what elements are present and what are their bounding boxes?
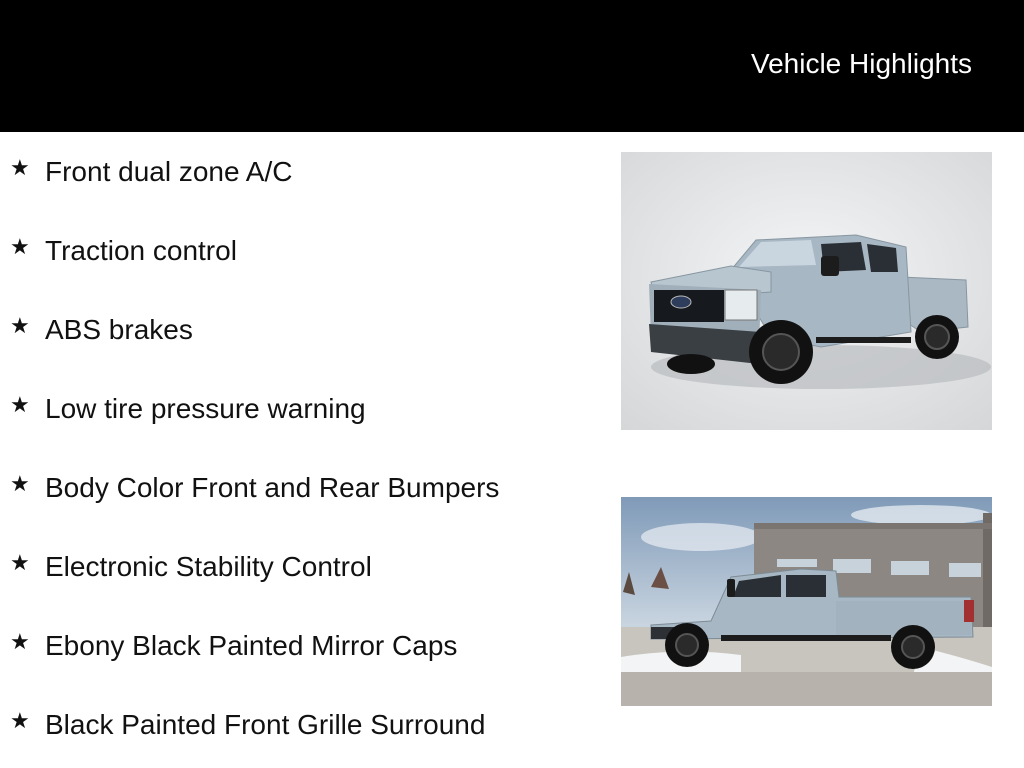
star-icon: ★ [10,155,30,180]
feature-item [0,468,499,508]
feature-item [0,310,193,350]
star-icon: ★ [10,313,30,338]
truck-front-illustration [621,152,992,430]
star-icon: ★ [10,550,30,575]
vehicle-photo-front [621,152,992,430]
header-banner [0,0,1024,132]
star-icon: ★ [10,708,30,733]
feature-label: Ebony Black Painted Mirror Caps [45,630,458,661]
feature-item [0,389,366,429]
feature-label: Front dual zone A/C [45,156,293,187]
star-icon: ★ [10,392,30,417]
feature-label: Low tire pressure warning [45,393,366,424]
feature-item [0,152,292,192]
feature-item [0,547,372,587]
star-icon: ★ [10,234,30,259]
feature-label: ABS brakes [45,314,193,345]
feature-label: Body Color Front and Rear Bumpers [45,472,500,503]
vehicle-photo-side [621,497,992,706]
feature-item [0,231,237,271]
feature-label: Electronic Stability Control [45,551,372,582]
feature-label: Traction control [45,235,237,266]
feature-item [0,626,457,666]
star-icon: ★ [10,471,30,496]
truck-side-illustration [621,497,992,706]
page-title: Vehicle Highlights [750,48,972,79]
feature-label: Black Painted Front Grille Surround [45,709,486,740]
star-icon: ★ [10,629,30,654]
feature-item [0,705,485,745]
